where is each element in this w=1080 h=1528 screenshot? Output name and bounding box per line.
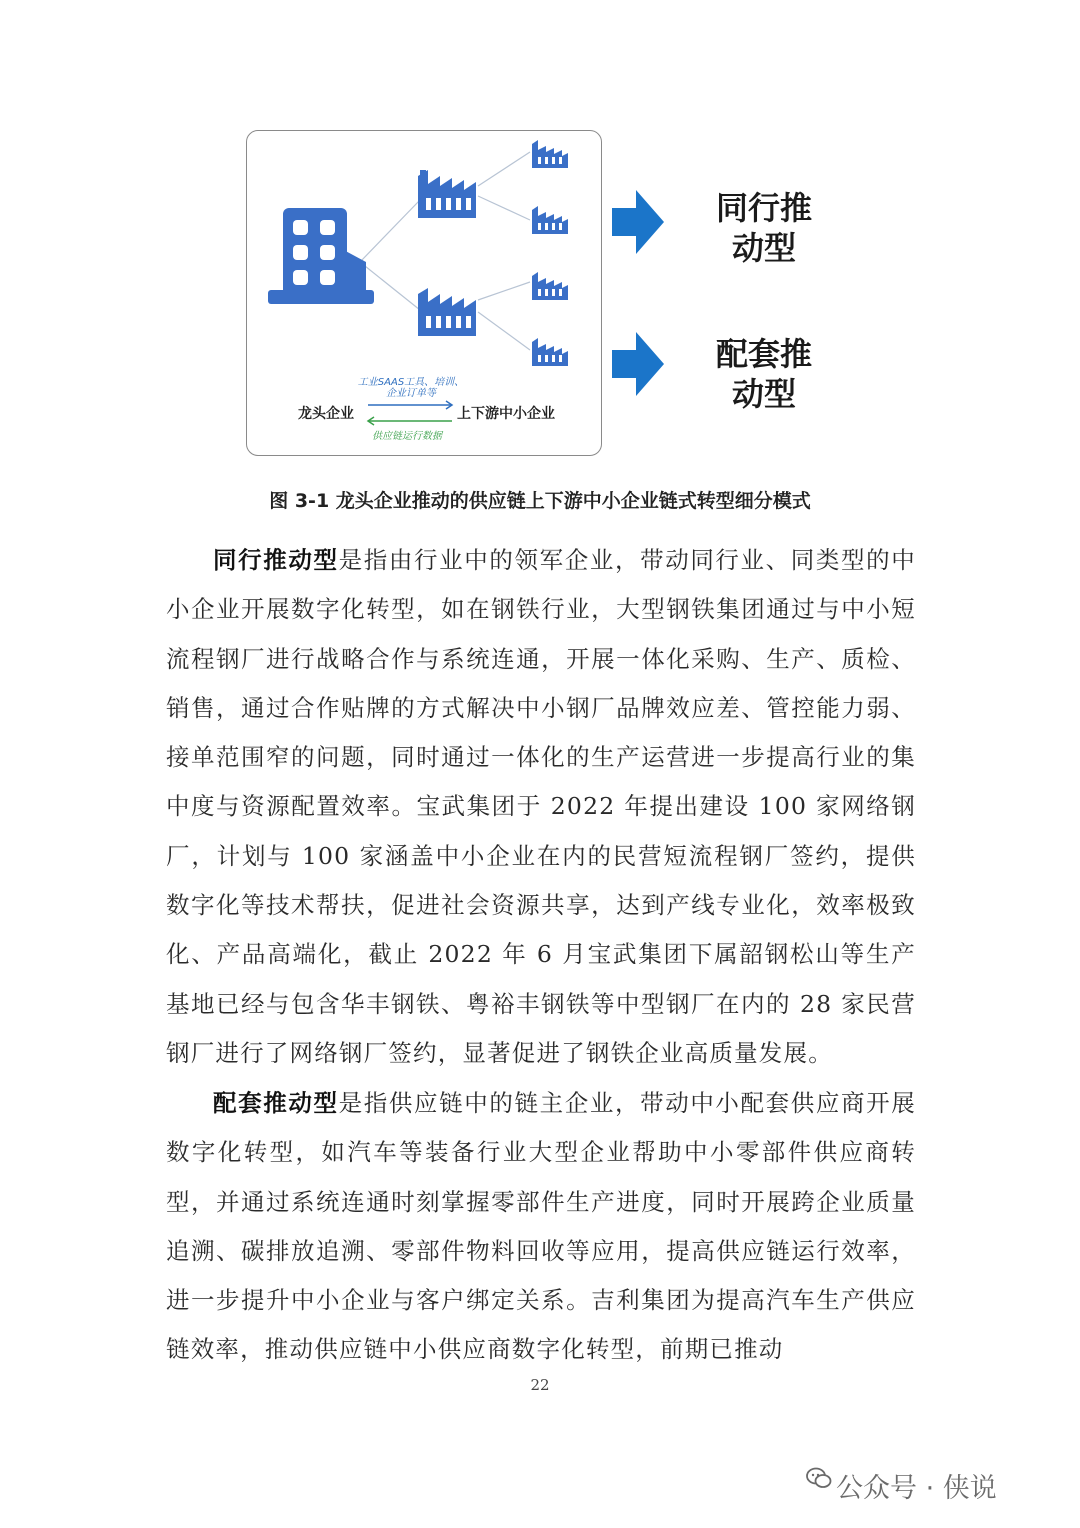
paragraph-lead: 同行推动型 xyxy=(213,546,339,574)
connector-line xyxy=(478,312,530,350)
figure-caption: 图 3-1 龙头企业推动的供应链上下游中小企业链式转型细分模式 xyxy=(269,490,811,512)
connector-line xyxy=(478,282,530,300)
factory-icon xyxy=(418,170,476,218)
connector-line xyxy=(360,200,420,262)
arrow-right-icon xyxy=(612,190,664,254)
paragraph-text: 是指供应链中的链主企业，带动中小配套供应商开展数字化转型，如汽车等装备行业大型企业帮助中小零部件供应商转型，并通过系统连通时刻掌握零部件生产进度，同时开展跨企业质量追溯、碳排放追溯、零部件物料回收等应用，提高供应链运行效率，进一步提升中小企业与客户绑定关系。吉利集团为提高汽车生产供应链效率，推动供应链中小供应商数字化转型，前期已推动 xyxy=(166,1089,916,1364)
factory-icon xyxy=(418,288,476,336)
type1-label: 同行推动型 xyxy=(715,189,812,267)
connector-line xyxy=(478,196,530,220)
factory-icon xyxy=(532,272,568,300)
band-top-text: 工业SAAS工具、培训、企业订单等 xyxy=(357,377,465,399)
arrow-right-icon xyxy=(612,332,664,396)
paragraph xyxy=(166,536,916,1078)
band-left-label: 龙头企业 xyxy=(298,406,354,422)
paragraph-text: 是指由行业中的领军企业，带动同行业、同类型的中小企业开展数字化转型，如在钢铁行业，大型钢铁集团通过与中小短流程钢厂进行战略合作与系统连通，开展一体化采购、生产、质检、销售，通过合作贴牌的方式解决中小钢厂品牌效应差、管控能力弱、接单范围窄的问题，同时通过一体化的生产运营进一步提高行业的集中度与资源配置效率。宝武集团于 2022 年提出建设 100 家网络钢厂，计划与 100 家涵盖中小企业在内的民营短流程钢厂签约，提供数字化等技术帮扶，促进社会资源共享，达到产线专业化，效率极致化、产品高端化，截止 2022 年 6 月宝武集团下属韶钢松山等生产基地已经与包含华丰钢铁、粤裕丰钢铁等中型钢厂在内的 28 家民营钢厂进行了网络钢厂签约，显著促进了钢铁企业高质量发展。 xyxy=(166,546,916,1067)
band-right-label: 上下游中小企业 xyxy=(457,406,555,422)
factory-icon xyxy=(532,338,568,366)
watermark: 公众号 · 侠说 xyxy=(836,1473,997,1504)
factory-icon xyxy=(532,140,568,168)
building-icon xyxy=(268,208,374,304)
paragraph-lead: 配套推动型 xyxy=(213,1089,339,1117)
band-bottom-text: 供应链运行数据 xyxy=(372,431,442,442)
type2-label: 配套推动型 xyxy=(715,335,812,413)
factory-icon xyxy=(532,206,568,234)
page-number: 22 xyxy=(530,1376,550,1394)
paragraph xyxy=(166,1079,916,1375)
figure-diagram xyxy=(0,0,1080,470)
wechat-icon xyxy=(806,1466,832,1490)
connector-line xyxy=(478,152,530,186)
